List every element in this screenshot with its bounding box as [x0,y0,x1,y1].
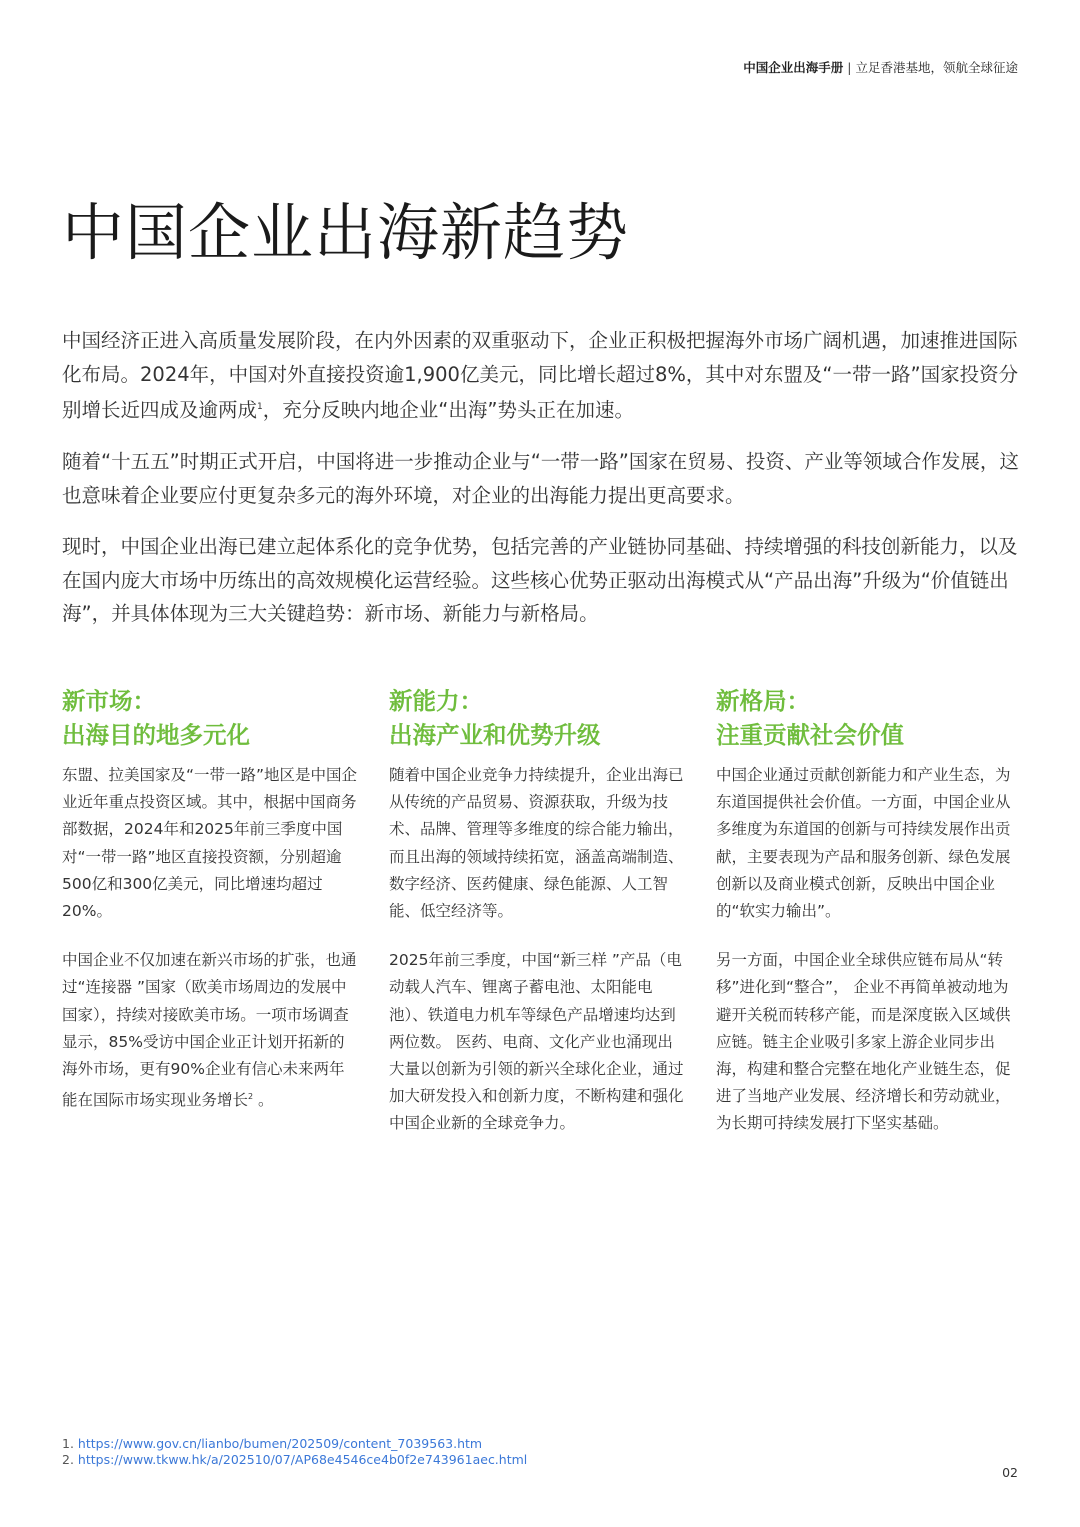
page-title: 中国企业出海新趋势 [62,196,630,269]
header-subtitle: 立足香港基地，领航全球征途 [855,60,1018,75]
footnote-link[interactable]: https://www.gov.cn/lianbo/bumen/202509/content_7039563.htm [77,1436,483,1451]
column-heading-line1: 新能力： [389,687,483,715]
header-separator: | [847,60,852,75]
column-heading-line2: 出海目的地多元化 [62,721,250,749]
header-brand: 中国企业出海手册 [743,60,844,75]
column-paragraph: 2025年前三季度，中国“新三样 ”产品（电动载人汽车、锂离子蓄电池、太阳能电池）、铁道电力机车等绿色产品增速均达到两位数。 医药、电商、文化产业也涌现出大量以创新为引领的新兴全球化企业，通过加大研发投入和创新力度，不断构建和强化中国企业新的全球竞争力。 [389,951,684,1133]
footnote-ref-1: 1 [257,402,263,412]
footnotes [62,1436,527,1468]
column-heading-line1: 新格局： [716,687,810,715]
column-heading-line2: 出海产业和优势升级 [389,721,601,749]
page-number: 02 [1002,1465,1018,1480]
column-heading [389,684,685,752]
column-paragraph: 东盟、拉美国家及“一带一路”地区是中国企业近年重点投资区域。其中，根据中国商务部数据，2024年和2025年前三季度中国对“一带一路”地区直接投资额，分别超逾500亿和300亿美元，同比增速均超过20%。 [62,766,358,921]
footnote-link[interactable]: https://www.tkww.hk/a/202510/07/AP68e4546ce4b0f2e743961aec.html [77,1452,528,1467]
column-heading [62,684,358,752]
intro-paragraph-1 [62,324,1022,427]
column-heading [716,684,1012,752]
column-p2-text-a: 中国企业不仅加速在新兴市场的扩张，也通过“连接器 ”国家（欧美市场周边的发展中国家），持续对接欧美市场。一项市场调查显示，85%受访中国企业正计划开拓新的海外市场，更有90%企业有信心未来两年能在国际市场实现业务增长 [62,951,357,1110]
footnote-1 [62,1436,527,1452]
intro-p1-text-b: ，充分反映内地企业“出海”势头正在加速。 [262,398,634,422]
column-paragraph: 另一方面，中国企业全球供应链布局从“转移”进化到“整合”， 企业不再简单被动地为避开关税而转移产能，而是深度嵌入区域供应链。链主企业吸引多家上游企业同步出海，构建和整合完整在地化产业链生态，促进了当地产业发展、经济增长和劳动就业，为长期可持续发展打下坚实基础。 [716,951,1011,1133]
column-heading-line2: 注重贡献社会价值 [716,721,904,749]
footnote-ref-2: 2 [248,1092,254,1102]
column-new-markets [62,684,358,1137]
column-paragraph: 随着中国企业竞争力持续提升，企业出海已从传统的产品贸易、资源获取，升级为技术、品牌、管理等多维度的综合能力输出，而且出海的领域持续拓宽，涵盖高端制造、数字经济、医药健康、绿色能源、人工智能、低空经济等。 [389,766,684,921]
column-paragraph: 中国企业通过贡献创新能力和产业生态，为东道国提供社会价值。一方面，中国企业从多维度为东道国的创新与可持续发展作出贡献，主要表现为产品和服务创新、绿色发展创新以及商业模式创新，反映出中国企业的“软实力输出”。 [716,766,1011,921]
column-paragraph [62,947,358,1114]
column-heading-line1: 新市场： [62,687,156,715]
running-header [743,58,1018,76]
intro-paragraph-2: 随着“十五五”时期正式开启，中国将进一步推动企业与“一带一路”国家在贸易、投资、产业等领域合作发展，这也意味着企业要应付更复杂多元的海外环境，对企业的出海能力提出更高要求。 [62,450,1019,507]
intro-section [62,324,1022,649]
footnote-number: 2. [62,1452,74,1467]
column-new-landscape [716,684,1012,1160]
intro-paragraph-3: 现时，中国企业出海已建立起体系化的竞争优势，包括完善的产业链协同基础、持续增强的科技创新能力，以及在国内庞大市场中历练出的高效规模化运营经验。这些核心优势正驱动出海模式从“产品出海”升级为“价值链出海”，并具体体现为三大关键趋势：新市场、新能力与新格局。 [62,535,1018,625]
column-new-capabilities [389,684,685,1160]
intro-p1-text-a: 中国经济正进入高质量发展阶段，在内外因素的双重驱动下，企业正积极把握海外市场广阔机遇，加速推进国际化布局。2024年，中国对外直接投资逾1,900亿美元，同比增长超过8%，其中对东盟及“一带一路”国家投资分别增长近四成及逾两成 [62,329,1019,422]
column-p2-text-b: 。 [253,1091,274,1110]
footnote-2 [62,1452,527,1468]
footnote-number: 1. [62,1436,74,1451]
